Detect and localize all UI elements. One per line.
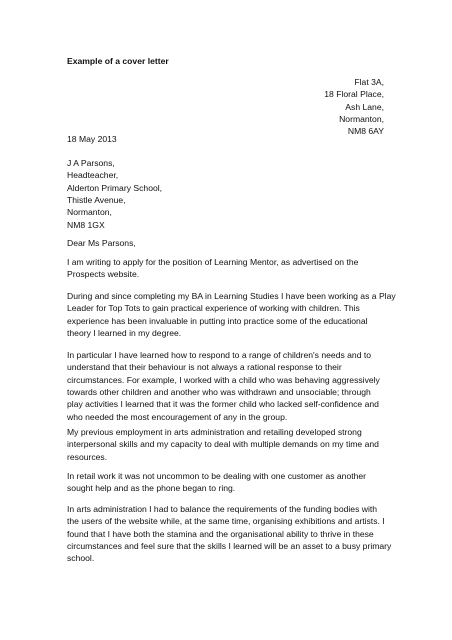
- body-paragraph: [67, 503, 391, 565]
- letter-date: 18 May 2013: [67, 134, 117, 144]
- sender-address-line: NM8 6AY: [347, 126, 384, 137]
- paragraph-line: towards other children and another who was withdrawn and unsociable; through: [67, 387, 371, 398]
- paragraph-line: Prospects website.: [67, 269, 140, 280]
- paragraph-line: experience has been invaluable in putting into practice some of the educational: [67, 315, 368, 326]
- paragraph-line: circumstances. For example, I worked with a child who was behaving aggressively: [67, 374, 380, 385]
- sender-address-line: 18 Floral Place,: [324, 89, 384, 100]
- paragraph-line: understand that their behaviour is not always a rational response to their: [67, 362, 342, 373]
- paragraph-line: interpersonal skills and my capacity to deal with multiple demands on my time and: [67, 439, 379, 450]
- paragraph-line: In retail work it was not uncommon to be dealing with one customer as another: [67, 471, 367, 481]
- document-title: Example of a cover letter: [67, 56, 169, 66]
- paragraph-line: I am writing to apply for the position of Learning Mentor, as advertised on the: [67, 257, 359, 267]
- recipient-address-line: Alderton Primary School,: [67, 182, 163, 193]
- recipient-address-line: J A Parsons,: [67, 158, 115, 168]
- paragraph-line: play activities I learned that it was the former child who lacked self-confidence and: [67, 399, 379, 410]
- body-paragraph: [67, 426, 379, 463]
- paragraph-line: In particular I have learned how to respond to a range of children's needs and to: [67, 350, 372, 360]
- paragraph-line: theory I learned in my degree.: [67, 328, 182, 339]
- paragraph-line: In arts administration I had to balance the requirements of the funding bodies with: [67, 504, 378, 514]
- recipient-address-line: Thistle Avenue,: [67, 195, 126, 206]
- recipient-address-line: Headteacher,: [67, 170, 119, 181]
- paragraph-line: During and since completing my BA in Learning Studies I have been working as a Play: [67, 291, 396, 301]
- sender-address-line: Ash Lane,: [345, 101, 384, 112]
- paragraph-line: school.: [67, 553, 95, 564]
- recipient-address: [67, 157, 162, 231]
- salutation: Dear Ms Parsons,: [67, 238, 136, 248]
- recipient-address-line: NM8 1GX: [67, 219, 105, 230]
- sender-address-line: Flat 3A,: [354, 77, 384, 87]
- body-paragraph: [67, 470, 366, 495]
- paragraph-line: resources.: [67, 451, 108, 462]
- paragraph-line: My previous employment in arts administration and retailing developed strong: [67, 427, 362, 437]
- sender-address: [324, 76, 384, 138]
- body-paragraph: [67, 256, 358, 281]
- paragraph-line: the users of the website while, at the same time, organising exhibitions and artists. I: [67, 516, 385, 527]
- sender-address-line: Normanton,: [339, 114, 384, 125]
- recipient-address-line: Normanton,: [67, 207, 112, 218]
- paragraph-line: Leader for Top Tots to gain practical experience of working with children. This: [67, 303, 360, 314]
- paragraph-line: found that I have both the stamina and the organisational ability to thrive in these: [67, 528, 374, 539]
- paragraph-line: circumstances and feel sure that the skills I learned will be an asset to a busy primary: [67, 541, 392, 552]
- body-paragraph: [67, 349, 380, 423]
- paragraph-line: sought help and as the phone began to ring.: [67, 483, 236, 494]
- body-paragraph: [67, 290, 396, 339]
- paragraph-line: who needed the most encouragement of any in the group.: [67, 411, 288, 422]
